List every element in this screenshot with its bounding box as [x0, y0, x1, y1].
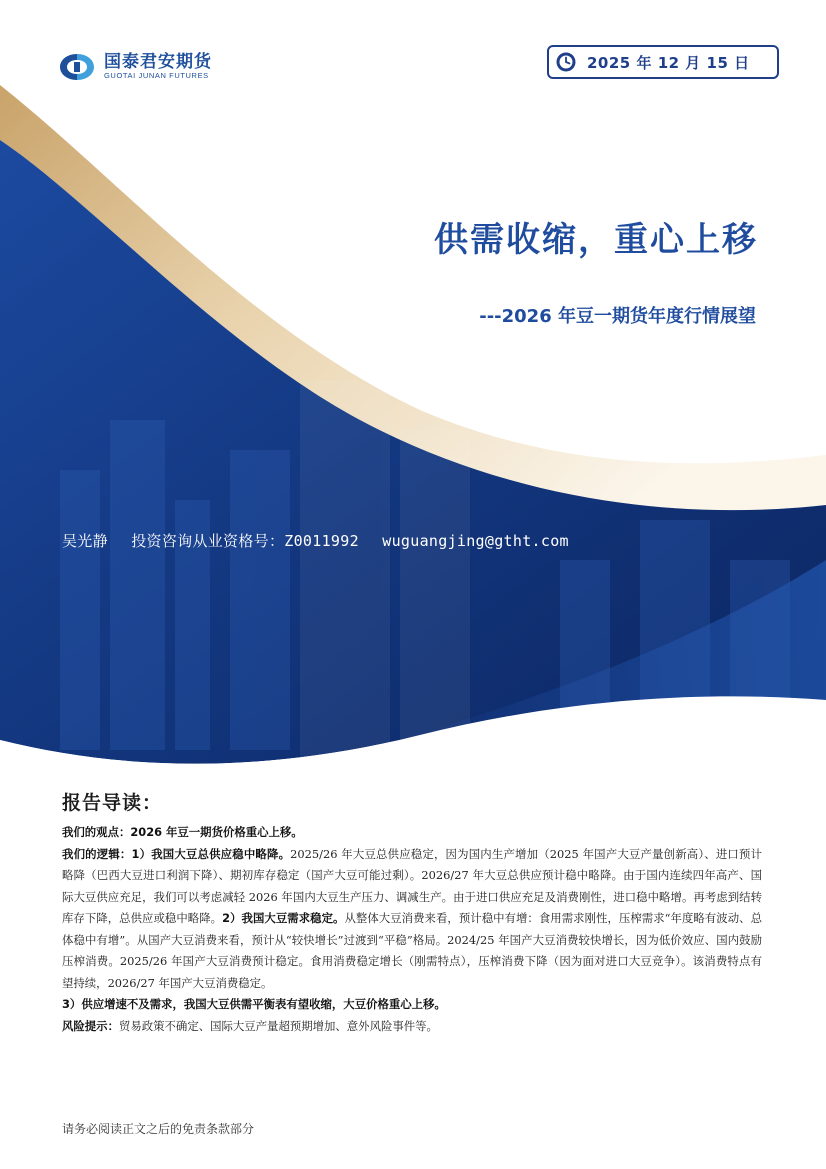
view-label: 我们的观点：2026 年豆一期货价格重心上移。 — [62, 825, 303, 839]
risk-label: 风险提示： — [62, 1018, 119, 1033]
risk-text: 贸易政策不确定、国际大豆产量超预期增加、意外风险事件等。 — [118, 1018, 438, 1033]
author-name: 吴光静 — [62, 532, 108, 550]
conclusion-text: 3）供应增速不及需求，我国大豆供需平衡表有望收缩，大豆价格重心上移。 — [62, 997, 446, 1011]
logic-label: 我们的逻辑：1）我国大豆总供应稳中略降。 — [62, 846, 291, 861]
author-email[interactable]: wuguangjing@gtht.com — [382, 532, 569, 550]
logo-chinese-name: 国泰君安期货 — [104, 52, 212, 72]
logic-text: 2025/26 年大豆总供应稳定，因为国内生产增加（2025 年国产大豆产量创新高）、进口预计略降（巴西大豆进口利润下降）、期初库存稳定（国产大豆可能过剩）。2026/27 年大豆总供应预计稳中略降。由于国内连续四年高产、国际大豆供应充足，我们可以考虑减轻 2026 年国内大豆生产压力、调减生产。由于进口供应充足及消费刚性，进口稳中略增。再考虑到结转库存下降，总供应或稳中略降。 — [62, 846, 762, 925]
conclusion-paragraph — [62, 994, 762, 1016]
demand-text: 从整体大豆消费来看，预计稳中有增：食用需求刚性，压榨需求“年度略有波动、总体稳中有增”。从国产大豆消费来看，预计从“较快增长”过渡到“平稳”格局。2024/25 年国产大豆消费较快增长，因为低价效应、国内鼓励压榨消费。2025/26 年国产大豆消费预计稳定。食用消费稳定增长（刚需特点），压榨消费下降（因为面对进口大豆竞争）。该消费特点有望持续，2026/27 年国产大豆消费稳定。 — [62, 911, 762, 990]
report-title: 供需收缩，重心上移 — [434, 220, 758, 260]
report-summary — [62, 822, 762, 1037]
logo-mark-icon — [58, 52, 96, 82]
logo-english-name: GUOTAI JUNAN FUTURES — [104, 71, 209, 80]
view-paragraph — [62, 822, 762, 844]
author-line — [62, 530, 583, 551]
report-subtitle: ---2026 年豆一期货年度行情展望 — [479, 306, 756, 327]
demand-label: 2）我国大豆需求稳定。 — [222, 911, 345, 925]
disclaimer-note: 请务必阅读正文之后的免责条款部分 — [62, 1122, 255, 1136]
clock-icon — [555, 51, 577, 73]
guide-heading: 报告导读： — [62, 792, 163, 814]
author-license: 投资咨询从业资格号：Z0011992 — [131, 532, 359, 550]
report-date-badge — [547, 45, 779, 79]
report-date: 2025 年 12 月 15 日 — [587, 53, 750, 72]
risk-paragraph — [62, 1016, 762, 1038]
company-logo — [58, 52, 212, 82]
logic-paragraph — [62, 844, 762, 995]
